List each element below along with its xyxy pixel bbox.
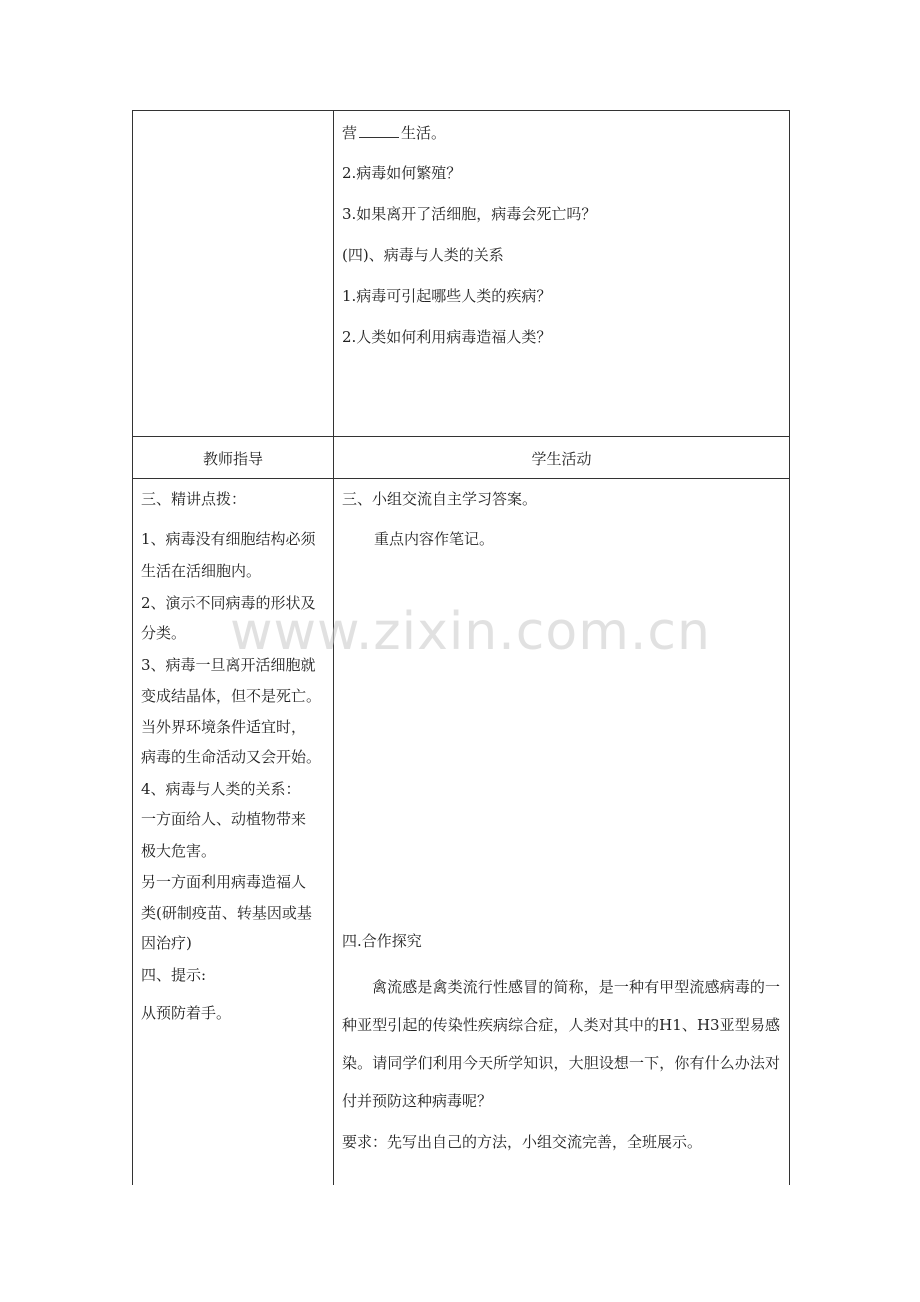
table-border-left	[132, 110, 133, 1185]
guide-line: 因治疗)	[141, 934, 192, 952]
guide-line: 生活在活细胞内。	[141, 562, 262, 580]
guide-line: 从预防着手。	[141, 1004, 232, 1022]
guide-line: 另一方面利用病毒造福人	[141, 873, 307, 891]
guide-line: 病毒的生命活动又会开始。	[141, 748, 322, 766]
question-die: 3.如果离开了活细胞，病毒会死亡吗？	[342, 205, 597, 223]
guide-line: 1、病毒没有细胞结构必须	[141, 530, 316, 548]
question-disease: 1.病毒可引起哪些人类的疾病？	[342, 287, 552, 305]
guide-line: 分类。	[141, 624, 187, 642]
activity-line: 三、小组交流自主学习答案。	[342, 490, 538, 508]
guide-line: 四、提示:	[141, 966, 207, 984]
guide-line: 变成结晶体，但不是死亡。	[141, 687, 322, 705]
guide-line: 2、演示不同病毒的形状及	[141, 594, 316, 612]
guide-line: 4、病毒与人类的关系：	[141, 780, 301, 798]
line1-pre: 营	[342, 124, 358, 142]
question-reproduce: 2.病毒如何繁殖？	[342, 164, 462, 182]
table-rule-header-top	[132, 436, 790, 437]
watermark: www.zixin.com.cn	[230, 602, 711, 662]
guide-line: 3、病毒一旦离开活细胞就	[141, 656, 316, 674]
guide-line: 类(研制疫苗、转基因或基	[141, 904, 312, 922]
question-benefit: 2.人类如何利用病毒造福人类？	[342, 328, 552, 346]
top-line-1	[342, 122, 446, 143]
guide-line: 极大危害。	[141, 842, 217, 860]
table-rule-header-bottom	[132, 478, 790, 479]
table-border-top	[132, 110, 790, 111]
activity-heading: 四.合作探究	[342, 932, 422, 950]
header-teacher: 教师指导	[202, 450, 263, 468]
guide-line: 当外界环境条件适宜时，	[141, 718, 307, 736]
activity-requirement: 要求：先写出自己的方法，小组交流完善，全班展示。	[342, 1133, 703, 1151]
header-student: 学生活动	[531, 450, 592, 468]
activity-paragraph: 禽流感是禽类流行性感冒的简称，是一种有甲型流感病毒的一种亚型引起的传染性疾病综合症，人类对其中的H1、H3亚型易感染。请同学们利用今天所学知识，大胆设想一下，你有什么办法对付并预防这种病毒呢？	[342, 978, 780, 1110]
section-4-heading: (四)、病毒与人类的关系	[342, 246, 504, 264]
fill-blank	[359, 123, 399, 138]
guide-line: 三、精讲点拨：	[141, 490, 247, 508]
guide-line: 一方面给人、动植物带来	[141, 810, 307, 828]
line1-post: 生活。	[401, 124, 447, 142]
activity-line: 重点内容作笔记。	[374, 530, 495, 548]
table-border-right	[789, 110, 790, 1185]
